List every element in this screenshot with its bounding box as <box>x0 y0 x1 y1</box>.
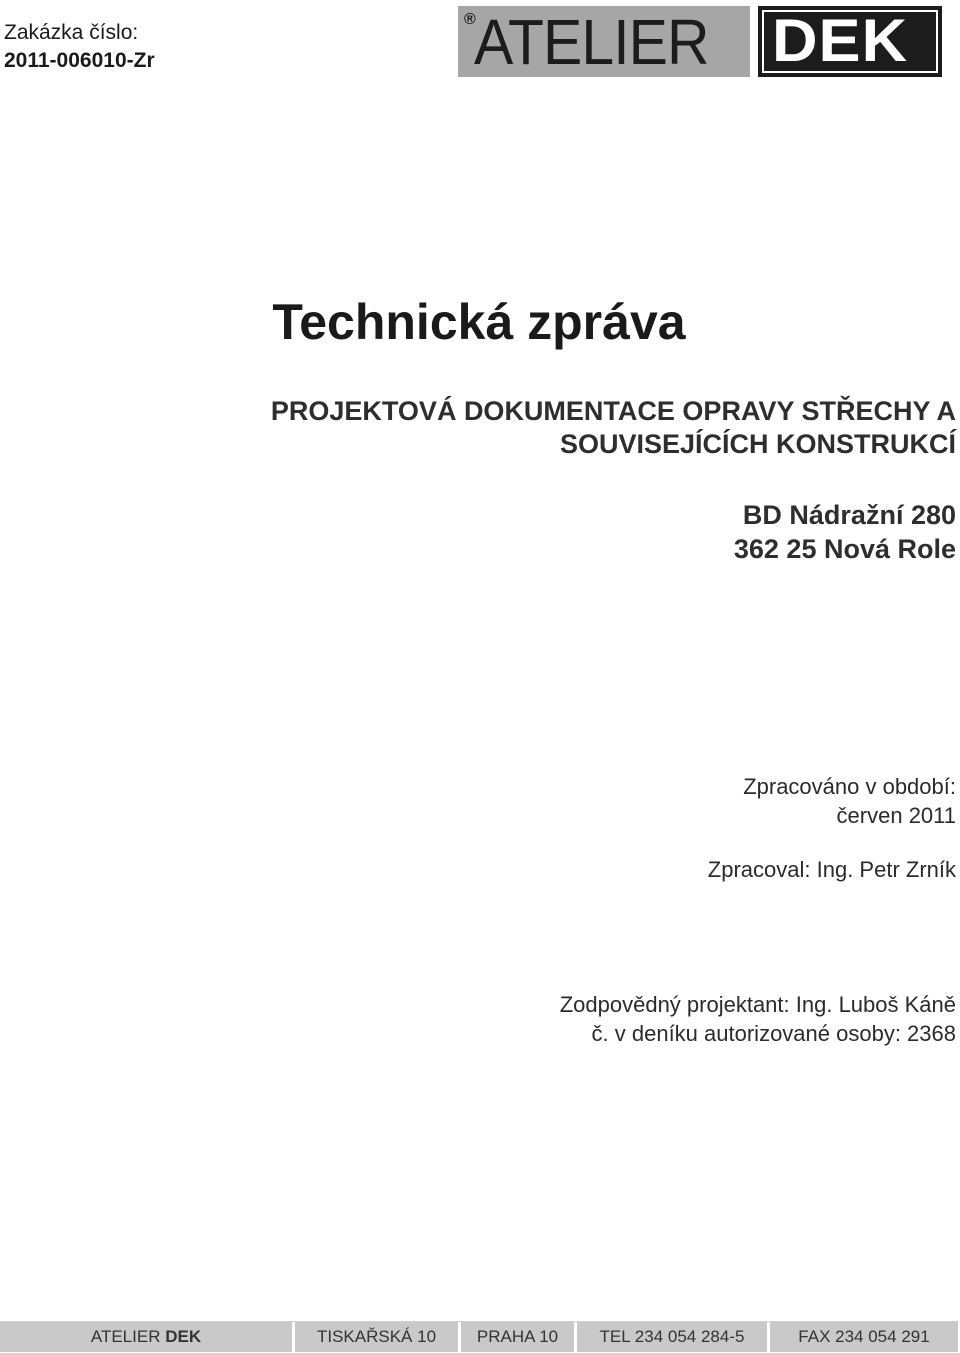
responsible-designer <box>560 990 956 1048</box>
project-subtitle-line1: PROJEKTOVÁ DOKUMENTACE OPRAVY STŘECHY A <box>270 396 956 426</box>
address-line2: 362 25 Nová Role <box>733 534 956 564</box>
project-address <box>734 498 956 566</box>
footer-bar <box>0 1321 958 1352</box>
period-value: červen 2011 <box>836 803 956 828</box>
footer-company-prefix: ATELIER <box>90 1327 161 1346</box>
document-title-text: Technická zpráva <box>272 294 686 350</box>
author <box>708 855 956 884</box>
responsible-line1: Zodpovědný projektant: Ing. Luboš Káně <box>559 992 956 1017</box>
order-number-label: Zakázka číslo: <box>4 21 139 44</box>
processing-period <box>743 772 956 830</box>
responsible-line2: č. v deníku autorizované osoby: 2368 <box>591 1021 956 1046</box>
logo-dek-text: DEK <box>772 7 909 74</box>
address-line1: BD Nádražní 280 <box>742 500 956 530</box>
document-title <box>0 294 960 350</box>
registered-mark-icon: ® <box>464 11 476 28</box>
period-label: Zpracováno v období: <box>743 774 956 799</box>
project-subtitle <box>271 395 956 461</box>
author-text: Zpracoval: Ing. Petr Zrník <box>707 857 956 882</box>
footer-street: TISKAŘSKÁ 10 <box>295 1322 458 1352</box>
logo-dek-block <box>758 6 942 77</box>
footer-company <box>0 1322 292 1352</box>
footer-city: PRAHA 10 <box>461 1322 574 1352</box>
footer-company-bold: DEK <box>165 1327 202 1346</box>
footer-fax: FAX 234 054 291 <box>770 1322 958 1352</box>
order-number: 2011-006010-Zr <box>4 49 155 72</box>
project-subtitle-line2: SOUVISEJÍCÍCH KONSTRUKCÍ <box>559 429 956 459</box>
logo-atelier-block <box>458 6 750 77</box>
atelier-dek-logo <box>458 6 942 77</box>
logo-atelier-text: ATELIER <box>474 6 709 78</box>
footer-phone: TEL 234 054 284-5 <box>577 1322 767 1352</box>
